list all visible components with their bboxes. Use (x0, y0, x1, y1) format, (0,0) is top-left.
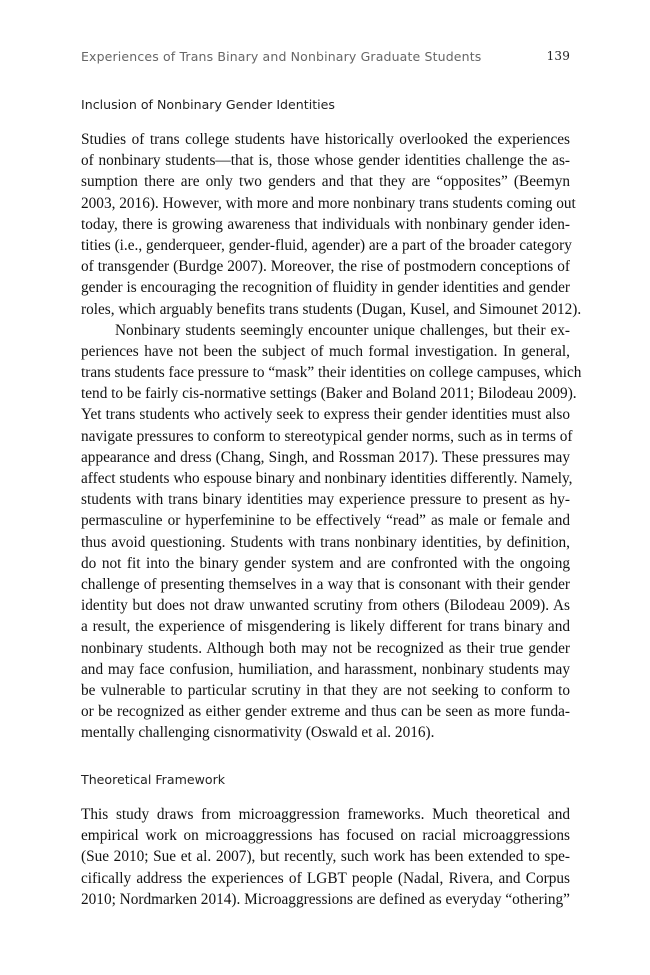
text-line: mentally challenging cisnormativity (Oswald et al. 2016). (81, 724, 435, 742)
text-line: appearance and dress (Chang, Singh, and Rossman 2017). These pressures may (81, 448, 570, 466)
text-line: be vulnerable to particular scrutiny in that they are not seeking to conform to (81, 681, 570, 699)
text-line: periences have not been the subject of much formal investigation. In general, (81, 342, 570, 360)
text-line: sumption there are only two genders and that they are “opposites” (Beemyn (81, 173, 570, 191)
text-line: of nonbinary students—that is, those whose gender identities challenge the as- (81, 152, 570, 170)
text-line: gender is encouraging the recognition of fluidity in gender identities and gender (81, 279, 570, 297)
running-title: Experiences of Trans Binary and Nonbinary Graduate Students (81, 49, 482, 64)
text-line: navigate pressures to conform to stereotypical gender norms, such as in terms of (81, 427, 573, 445)
text-line: do not fit into the binary gender system and are confronted with the ongoing (81, 554, 570, 572)
text-line: cifically address the experiences of LGBT people (Nadal, Rivera, and Corpus (81, 869, 570, 887)
text-line: This study draws from microaggression frameworks. Much theoretical and (81, 806, 570, 823)
paragraph (81, 129, 582, 320)
text-line: and may face confusion, humiliation, and harassment, nonbinary students may (81, 660, 570, 678)
text-line: today, there is growing awareness that individuals with nonbinary gender iden- (81, 215, 570, 233)
text-line: Yet trans students who actively seek to express their gender identities must also (81, 406, 570, 424)
text-line: permasculine or hyperfeminine to be effectively “read” as male or female and (81, 512, 570, 530)
text-line: thus avoid questioning. Students with trans nonbinary identities, by definition, (81, 533, 570, 551)
paragraph (81, 804, 570, 910)
text-line: tend to be fairly cis-normative settings (Baker and Boland 2011; Bilodeau 2009). (81, 385, 577, 403)
text-line: a result, the experience of misgendering is likely different for trans binary and (81, 618, 570, 636)
text-line: students with trans binary identities may experience pressure to present as hy- (81, 491, 570, 509)
text-line: Nonbinary students seemingly encounter unique challenges, but their ex- (115, 321, 570, 339)
text-line: tities (i.e., genderqueer, gender-fluid, agender) are a part of the broader category (81, 236, 572, 254)
text-line: (Sue 2010; Sue et al. 2007), but recently, such work has been extended to spe- (81, 848, 570, 866)
text-line: or be recognized as either gender extreme and thus can be seen as more funda- (81, 703, 570, 721)
section-body-theoretical-framework (81, 804, 570, 910)
text-line: 2010; Nordmarken 2014). Microaggressions are defined as everyday “othering” (81, 890, 570, 908)
text-line: Studies of trans college students have historically overlooked the experiences (81, 131, 570, 148)
running-header (81, 49, 570, 65)
text-line: challenge of presenting themselves in a way that is consonant with their gender (81, 575, 570, 593)
section-body-nonbinary (81, 129, 582, 743)
paragraph (81, 320, 582, 744)
text-line: nonbinary students. Although both may not be recognized as their true gender (81, 639, 570, 657)
text-line: identity but does not draw unwanted scrutiny from others (Bilodeau 2009). As (81, 597, 570, 615)
page-number: 139 (546, 49, 570, 63)
text-line: 2003, 2016). However, with more and more nonbinary trans students coming out (81, 194, 576, 212)
section-heading-nonbinary: Inclusion of Nonbinary Gender Identities (81, 97, 335, 112)
text-line: roles, which arguably benefits trans students (Dugan, Kusel, and Simounet 2012). (81, 300, 582, 318)
text-line: of transgender (Burdge 2007). Moreover, the rise of postmodern conceptions of (81, 258, 570, 276)
text-line: affect students who espouse binary and nonbinary identities differently. Namely, (81, 470, 573, 487)
text-line: trans students face pressure to “mask” their identities on college campuses, which (81, 364, 582, 382)
section-heading-theoretical-framework: Theoretical Framework (81, 772, 226, 787)
text-line: empirical work on microaggressions has focused on racial microaggressions (81, 827, 570, 845)
